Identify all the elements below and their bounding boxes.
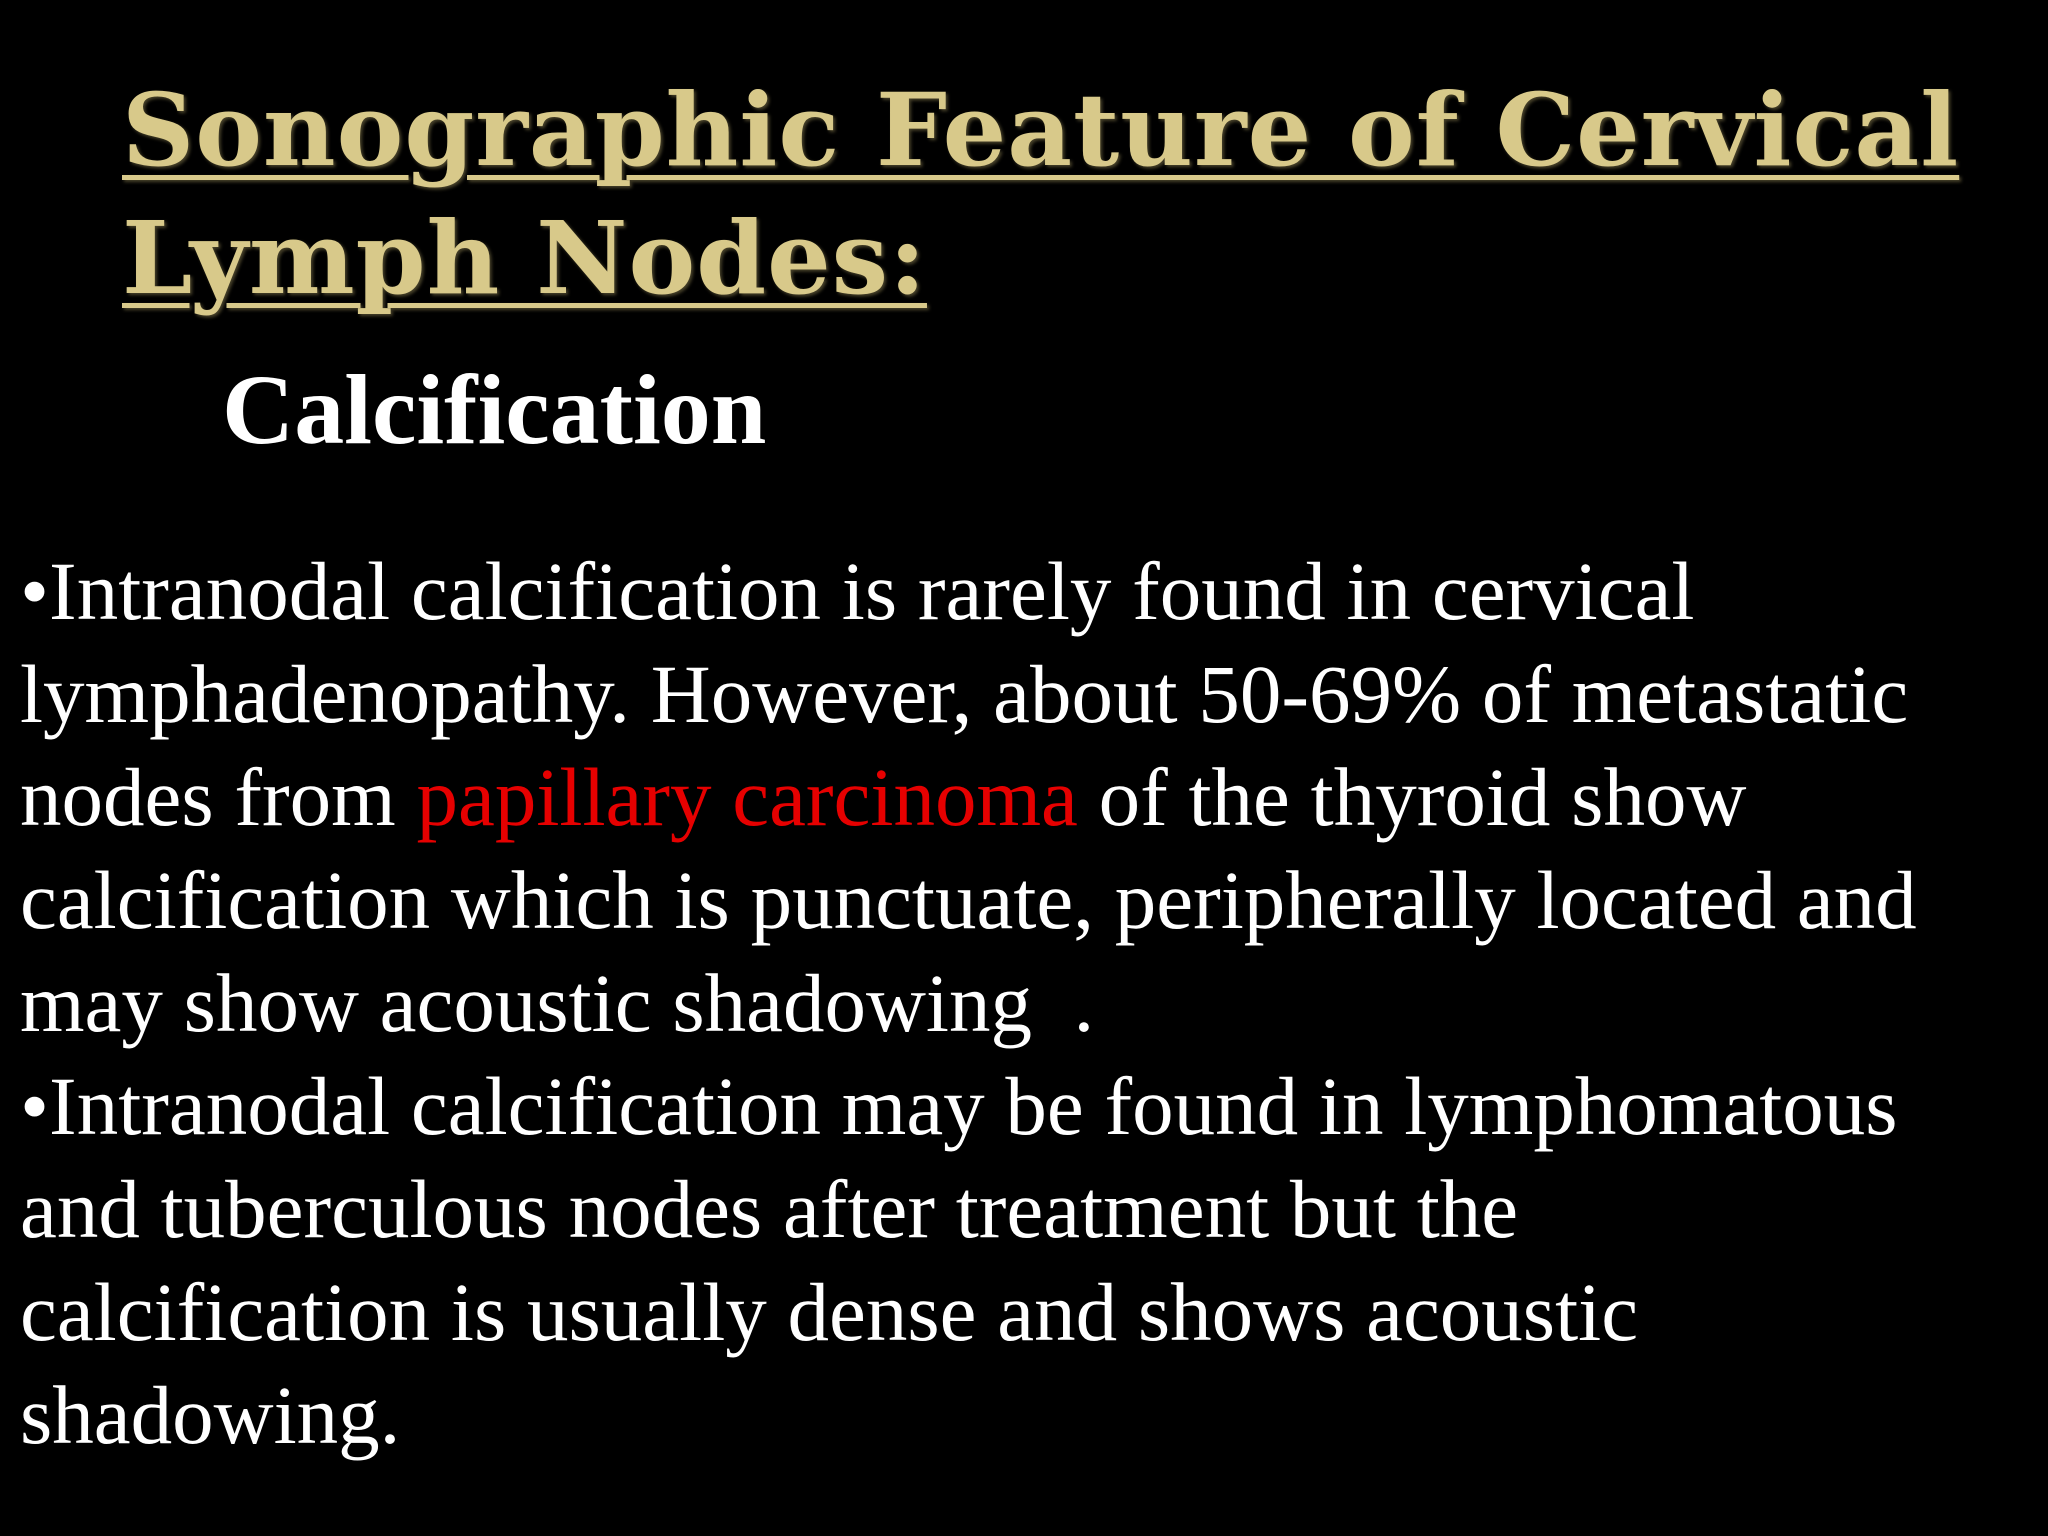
slide-body (20, 540, 2048, 1467)
slide-subtitle: Calcification (222, 354, 767, 465)
text-line: lymphadenopathy. However, about 50-69% of metastatic (20, 648, 1909, 740)
text-line: •Intranodal calcification is rarely found in cervical (20, 545, 1695, 637)
highlighted-term: papillary carcinoma (416, 751, 1078, 843)
text-line: and tuberculous nodes after treatment but the (20, 1163, 1519, 1255)
title-line-2: Lymph Nodes: (122, 199, 927, 317)
slide-title (122, 66, 1960, 322)
text-segment: of the thyroid show (1077, 751, 1747, 843)
bullet-paragraph-2 (20, 1055, 2048, 1467)
title-line-1: Sonographic Feature of Cervical (122, 71, 1960, 189)
text-segment: nodes from (20, 751, 417, 843)
text-line: may show acoustic shadowing . (20, 957, 1095, 1049)
text-line (20, 746, 2048, 849)
text-line: calcification is usually dense and shows acoustic (20, 1266, 1639, 1358)
bullet-paragraph-1 (20, 540, 2048, 1055)
text-line: shadowing. (20, 1369, 401, 1461)
text-line: •Intranodal calcification may be found in lymphomatous (20, 1060, 1898, 1152)
text-line: calcification which is punctuate, peripherally located and (20, 854, 1917, 946)
